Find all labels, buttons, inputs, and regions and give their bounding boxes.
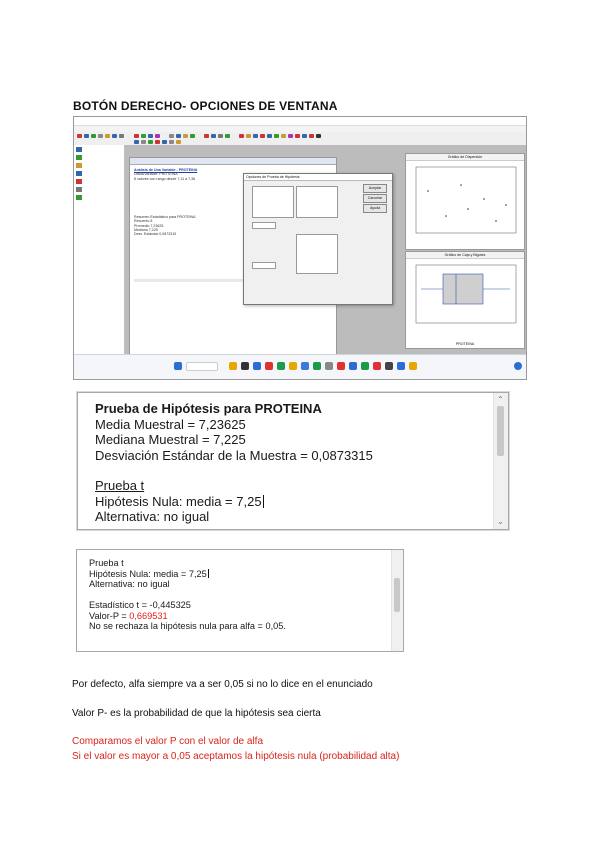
axis-label: PROTEINA <box>455 342 475 346</box>
toolbar-icon <box>155 140 160 144</box>
file-icon <box>76 195 82 200</box>
toolbar-icon <box>84 134 89 138</box>
box <box>443 274 483 304</box>
doc-line: 8 valores con rango desde 7,11 a 7,36 <box>134 176 196 181</box>
output-line-media: Media Muestral = 7,23625 <box>95 416 246 432</box>
toolbar-icon <box>134 134 139 138</box>
ttest-text <box>89 558 286 632</box>
side-item[interactable] <box>74 169 124 177</box>
chevron-up-icon[interactable]: ⌃ <box>497 395 504 404</box>
data-point <box>483 198 485 200</box>
dialog-title: Opciones de Prueba de Hipótesis <box>244 174 392 181</box>
taskbar-app-icon[interactable] <box>313 362 321 370</box>
cancel-button[interactable]: Cancelar <box>363 194 387 203</box>
taskbar-app-icon[interactable] <box>289 362 297 370</box>
toolbar-icon <box>134 140 139 144</box>
notification-icon[interactable] <box>514 362 522 370</box>
ttest-prueba: Prueba t <box>89 558 124 568</box>
data-point <box>495 220 497 222</box>
spacer <box>89 590 286 601</box>
side-item[interactable] <box>74 161 124 169</box>
toolbar-icon <box>119 134 124 138</box>
file-icon <box>76 179 82 184</box>
output-prueba-heading: Prueba t <box>95 478 145 493</box>
taskbar-app-icon[interactable] <box>241 362 249 370</box>
taskbar-app-icon[interactable] <box>325 362 333 370</box>
hipotesis-text: Hipótesis Nula: media = 7,25 <box>89 568 207 579</box>
toolbar-icon <box>77 134 82 138</box>
ttest-hipotesis <box>89 569 286 580</box>
toolbar-icon <box>267 134 272 138</box>
doc-line: Mediana 7,225 <box>134 228 158 233</box>
accept-button[interactable]: Aceptar <box>363 184 387 193</box>
scatter-plot-window <box>405 153 525 250</box>
toolbar-icon <box>204 134 209 138</box>
valor-p-value: 0,669531 <box>129 610 168 621</box>
toolbar-icon <box>295 134 300 138</box>
toolbar-icon <box>112 134 117 138</box>
gear-icon <box>76 187 82 192</box>
spacer <box>95 463 373 478</box>
text-cursor <box>208 569 209 578</box>
doc-line: Promedio 7,23625 <box>134 223 164 228</box>
document-titlebar <box>130 158 336 165</box>
file-icon <box>76 171 82 176</box>
taskbar-app-icon[interactable] <box>253 362 261 370</box>
text-cursor <box>263 495 264 508</box>
toolbar-icon <box>260 134 265 138</box>
toolbar-icon <box>169 140 174 144</box>
output-text <box>95 401 373 525</box>
side-item[interactable] <box>74 185 124 193</box>
toolbar-icon <box>91 134 96 138</box>
alpha-input[interactable] <box>252 222 276 229</box>
doc-line: Resumen Estadístico para PROTEINA <box>134 215 196 220</box>
chevron-down-icon[interactable]: ⌄ <box>497 517 504 526</box>
workspace <box>125 145 526 355</box>
file-icon <box>76 155 82 160</box>
plot-title: Gráfico de Caja y Bigotes <box>406 252 524 259</box>
document-title: Análisis de Una Variable - PROTEINA <box>134 168 198 172</box>
toolbar-icon <box>148 140 153 144</box>
taskbar-app-icon[interactable] <box>277 362 285 370</box>
toolbar-icon <box>225 134 230 138</box>
toolbar-icon <box>281 134 286 138</box>
paragraph-compare: Comparamos el valor P con el valor de alfa <box>72 736 264 747</box>
hypothesis-options-dialog <box>243 173 393 305</box>
taskbar-app-icon[interactable] <box>265 362 273 370</box>
doc-line: Desv. Estándar 0,0873315 <box>134 232 177 237</box>
boxplot <box>406 259 524 339</box>
vertical-scrollbar[interactable] <box>391 550 403 651</box>
output-zoom-screenshot <box>77 392 509 530</box>
option-group <box>296 186 338 218</box>
paragraph-alfa-default: Por defecto, alfa siempre va a ser 0,05 si no lo dice en el enunciado <box>72 679 373 690</box>
scrollbar-thumb[interactable] <box>394 578 400 612</box>
taskbar-app-icon[interactable] <box>349 362 357 370</box>
toolbar-icon <box>316 134 321 138</box>
toolbar-icon <box>309 134 314 138</box>
doc-line: Recuento 8 <box>134 219 153 224</box>
scrollbar-thumb[interactable] <box>497 406 504 456</box>
data-point <box>460 184 462 186</box>
side-item[interactable] <box>74 145 124 153</box>
output-line-alternativa: Alternativa: no igual <box>95 509 210 524</box>
file-icon <box>76 163 82 168</box>
output-line-hipotesis <box>95 494 373 510</box>
toolbar-icon <box>141 140 146 144</box>
plot-frame <box>416 167 516 233</box>
taskbar-app-icon[interactable] <box>337 362 345 370</box>
toolbar-icon <box>302 134 307 138</box>
toolbar-icon <box>162 140 167 144</box>
toolbar-icon <box>105 134 110 138</box>
valor-p-label: Valor-P = <box>89 610 130 621</box>
side-item[interactable] <box>74 193 124 201</box>
option-group <box>252 186 294 218</box>
toolbar-icon <box>239 134 244 138</box>
vertical-scrollbar[interactable] <box>493 393 508 529</box>
windows-start-icon[interactable] <box>174 362 182 370</box>
paragraph-rule: Si el valor es mayor a 0,05 aceptamos la hipótesis nula (probabilidad alta) <box>72 751 400 762</box>
data-point <box>467 208 469 210</box>
taskbar-app-icon[interactable] <box>397 362 405 370</box>
ttest-zoom-screenshot <box>76 549 404 652</box>
scatter-plot <box>406 161 524 249</box>
taskbar-app-icon[interactable] <box>229 362 237 370</box>
toolbar-icon <box>218 134 223 138</box>
taskbar-app-icon[interactable] <box>361 362 369 370</box>
data-point <box>445 215 447 217</box>
window-titlebar <box>74 117 526 126</box>
toolbar-icon <box>148 134 153 138</box>
toolbar-icon <box>183 134 188 138</box>
hipotesis-text: Hipótesis Nula: media = 7,25 <box>95 493 262 509</box>
taskbar-app-icon[interactable] <box>409 362 417 370</box>
side-panel <box>74 145 125 355</box>
toolbar-icon <box>253 134 258 138</box>
side-item[interactable] <box>74 177 124 185</box>
ttest-conclusion: No se rechaza la hipótesis nula para alfa = 0,05. <box>89 621 286 631</box>
output-title: Prueba de Hipótesis para PROTEINA <box>95 401 322 416</box>
toolbar-icon <box>246 134 251 138</box>
option-group <box>296 234 338 274</box>
taskbar-app-icon[interactable] <box>385 362 393 370</box>
help-button[interactable]: Ayuda <box>363 204 387 213</box>
toolbar-icon <box>98 134 103 138</box>
paragraph-valor-p: Valor P- es la probabilidad de que la hipótesis sea cierta <box>72 708 321 719</box>
value-input[interactable] <box>252 262 276 269</box>
ttest-valor-p <box>89 611 286 622</box>
toolbar-icon <box>190 134 195 138</box>
toolbar-icon <box>176 134 181 138</box>
boxplot-window <box>405 251 525 349</box>
data-point <box>427 190 429 192</box>
ttest-estadistico: Estadístico t = -0,445325 <box>89 600 191 610</box>
toolbar-icon <box>155 134 160 138</box>
taskbar <box>74 354 526 379</box>
output-line-mediana: Mediana Muestral = 7,225 <box>95 432 246 447</box>
taskbar-app-icon[interactable] <box>301 362 309 370</box>
folder-icon <box>76 147 82 152</box>
output-line-desviacion: Desviación Estándar de la Muestra = 0,0873315 <box>95 447 373 463</box>
section-heading: BOTÓN DERECHO- OPCIONES DE VENTANA <box>73 99 338 113</box>
side-item[interactable] <box>74 153 124 161</box>
toolbar-icon <box>141 134 146 138</box>
toolbar-icon <box>211 134 216 138</box>
toolbar-icon <box>176 140 181 144</box>
toolbar-icon <box>274 134 279 138</box>
taskbar-app-icon[interactable] <box>373 362 381 370</box>
statgraphics-screenshot <box>73 116 527 380</box>
ttest-alternativa: Alternativa: no igual <box>89 579 170 589</box>
doc-line: Datos/Variable: PROTEINA <box>134 172 178 177</box>
toolbar-icon <box>169 134 174 138</box>
data-point <box>505 204 507 206</box>
search-box[interactable] <box>186 362 218 371</box>
toolbar-icon <box>288 134 293 138</box>
plot-title: Gráfico de Dispersión <box>406 154 524 161</box>
